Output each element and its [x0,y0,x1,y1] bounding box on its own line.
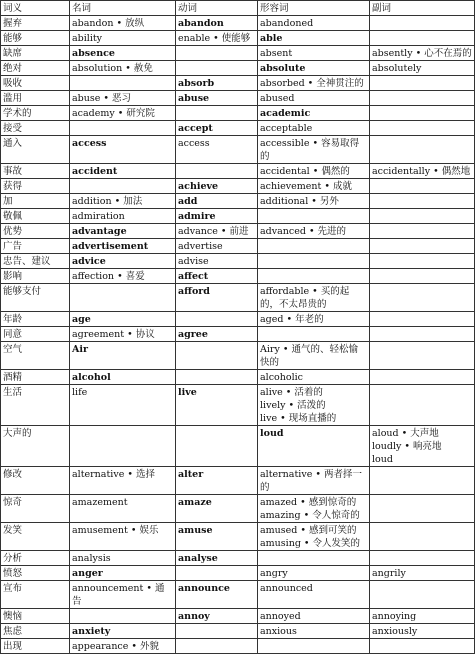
cell-adjective: anxious [258,624,370,639]
table-row [1,31,475,46]
cell-verb: announce [176,581,258,609]
cell-adverb [370,76,475,91]
cell-noun: affection • 喜爱 [70,269,176,284]
cell-adjective: abandoned [258,16,370,31]
cell-noun: admiration [70,209,176,224]
cell-adverb: angrily [370,566,475,581]
cell-meaning: 优势 [1,224,70,239]
cell-noun [70,426,176,467]
cell-noun: alcohol [70,370,176,385]
table-row [1,269,475,284]
cell-adjective: alive • 活着的 lively • 活泼的 live • 现场直播的 [258,385,370,426]
cell-adverb: aloud • 大声地 loudly • 响亮地 loud [370,426,475,467]
cell-verb: amuse [176,523,258,551]
table-row [1,639,475,654]
cell-adjective [258,239,370,254]
cell-adverb [370,209,475,224]
cell-noun: academy • 研究院 [70,106,176,121]
cell-adjective: announced [258,581,370,609]
table-row [1,342,475,370]
cell-meaning: 获得 [1,179,70,194]
cell-adjective [258,639,370,654]
header-row [1,1,475,16]
table-row [1,76,475,91]
cell-adverb [370,179,475,194]
table-row [1,495,475,523]
table-row [1,624,475,639]
cell-verb [176,342,258,370]
cell-noun: advantage [70,224,176,239]
cell-noun: accident [70,164,176,179]
cell-meaning: 绝对 [1,61,70,76]
cell-noun: ability [70,31,176,46]
cell-meaning: 事故 [1,164,70,179]
cell-adverb [370,224,475,239]
cell-meaning: 出现 [1,639,70,654]
cell-meaning: 能够 [1,31,70,46]
cell-adverb [370,342,475,370]
cell-meaning: 能够支付 [1,284,70,312]
cell-meaning: 接受 [1,121,70,136]
cell-verb: live [176,385,258,426]
table-row [1,566,475,581]
table-row [1,609,475,624]
cell-adjective: accessible • 容易取得的 [258,136,370,164]
cell-meaning: 敬佩 [1,209,70,224]
cell-meaning: 缺席 [1,46,70,61]
cell-adverb [370,495,475,523]
cell-noun: Air [70,342,176,370]
cell-verb: alter [176,467,258,495]
cell-meaning: 生活 [1,385,70,426]
cell-meaning: 握弃 [1,16,70,31]
cell-noun: amazement [70,495,176,523]
table-row [1,581,475,609]
cell-meaning: 懊恼 [1,609,70,624]
cell-adjective [258,327,370,342]
cell-verb: advise [176,254,258,269]
cell-meaning: 酒精 [1,370,70,385]
cell-noun: advertisement [70,239,176,254]
cell-adverb [370,581,475,609]
cell-adjective [258,269,370,284]
table-row [1,194,475,209]
cell-adverb [370,239,475,254]
cell-verb: afford [176,284,258,312]
cell-adjective [258,254,370,269]
table-row [1,136,475,164]
table-row [1,254,475,269]
header-noun: 名词 [70,1,176,16]
table-row [1,121,475,136]
cell-adjective: academic [258,106,370,121]
cell-verb: access [176,136,258,164]
table-row [1,385,475,426]
cell-adverb [370,385,475,426]
cell-adjective: additional • 另外 [258,194,370,209]
cell-adverb [370,91,475,106]
table-row [1,209,475,224]
cell-adjective: acceptable [258,121,370,136]
cell-verb [176,370,258,385]
cell-adverb [370,136,475,164]
cell-verb: accept [176,121,258,136]
table-row [1,61,475,76]
cell-verb: annoy [176,609,258,624]
table-row [1,224,475,239]
cell-adjective: annoyed [258,609,370,624]
cell-adverb [370,370,475,385]
cell-noun [70,284,176,312]
cell-verb: agree [176,327,258,342]
cell-verb: admire [176,209,258,224]
cell-noun: abandon • 放纵 [70,16,176,31]
cell-verb: affect [176,269,258,284]
cell-adverb [370,312,475,327]
cell-verb: enable • 使能够 [176,31,258,46]
cell-verb [176,426,258,467]
cell-adjective: loud [258,426,370,467]
cell-verb: advance • 前进 [176,224,258,239]
table-row [1,164,475,179]
cell-adverb [370,269,475,284]
table-row [1,239,475,254]
cell-adverb: accidentally • 偶然地 [370,164,475,179]
cell-noun: absolution • 赦免 [70,61,176,76]
table-row [1,46,475,61]
cell-noun: anger [70,566,176,581]
cell-adjective: Airy • 通气的、轻松愉快的 [258,342,370,370]
cell-noun: absence [70,46,176,61]
cell-adverb [370,254,475,269]
header-meaning: 词义 [1,1,70,16]
cell-meaning: 同意 [1,327,70,342]
cell-meaning: 吸收 [1,76,70,91]
cell-verb [176,639,258,654]
cell-verb [176,566,258,581]
cell-meaning: 学术的 [1,106,70,121]
cell-adjective [258,551,370,566]
cell-noun: abuse • 恶习 [70,91,176,106]
cell-meaning: 焦虑 [1,624,70,639]
cell-noun [70,121,176,136]
cell-meaning: 滥用 [1,91,70,106]
table-row [1,370,475,385]
cell-adverb [370,194,475,209]
cell-noun: agreement • 协议 [70,327,176,342]
cell-noun: appearance • 外貌 [70,639,176,654]
cell-adverb: absently • 心不在焉的 [370,46,475,61]
table-row [1,179,475,194]
cell-meaning: 发笑 [1,523,70,551]
cell-adjective: advanced • 先进的 [258,224,370,239]
cell-noun [70,179,176,194]
cell-noun: advice [70,254,176,269]
cell-verb: absorb [176,76,258,91]
table-row [1,551,475,566]
cell-adjective: aged • 年老的 [258,312,370,327]
cell-meaning: 空气 [1,342,70,370]
cell-adverb [370,551,475,566]
cell-adverb [370,31,475,46]
cell-meaning: 通入 [1,136,70,164]
cell-adverb [370,467,475,495]
cell-meaning: 惊奇 [1,495,70,523]
cell-verb: amaze [176,495,258,523]
cell-adverb [370,639,475,654]
cell-meaning: 忠告、建议 [1,254,70,269]
cell-adverb: absolutely [370,61,475,76]
cell-noun [70,609,176,624]
cell-adjective: angry [258,566,370,581]
header-adverb: 副词 [370,1,475,16]
cell-verb: analyse [176,551,258,566]
table-row [1,523,475,551]
cell-meaning: 加 [1,194,70,209]
cell-meaning: 宣布 [1,581,70,609]
cell-noun: access [70,136,176,164]
cell-adverb [370,327,475,342]
cell-noun [70,76,176,91]
cell-adjective: absorbed • 全神贯注的 [258,76,370,91]
cell-meaning: 大声的 [1,426,70,467]
cell-adjective: amused • 感到可笑的 amusing • 令人发笑的 [258,523,370,551]
cell-noun: analysis [70,551,176,566]
cell-adverb: anxiously [370,624,475,639]
cell-meaning: 影响 [1,269,70,284]
cell-adjective: alternative • 两者择一的 [258,467,370,495]
cell-verb: add [176,194,258,209]
cell-meaning: 分析 [1,551,70,566]
cell-adjective: absent [258,46,370,61]
table-row [1,16,475,31]
cell-noun: age [70,312,176,327]
table-row [1,312,475,327]
cell-verb [176,312,258,327]
table-row [1,106,475,121]
cell-noun: alternative • 选择 [70,467,176,495]
cell-adjective: achievement • 成就 [258,179,370,194]
cell-verb [176,46,258,61]
cell-adverb [370,106,475,121]
cell-meaning: 广告 [1,239,70,254]
cell-noun: anxiety [70,624,176,639]
cell-verb: achieve [176,179,258,194]
cell-meaning: 愤怒 [1,566,70,581]
cell-adjective: absolute [258,61,370,76]
cell-adverb [370,284,475,312]
cell-meaning: 年龄 [1,312,70,327]
header-adjective: 形容词 [258,1,370,16]
cell-adverb [370,16,475,31]
header-verb: 动词 [176,1,258,16]
cell-verb: advertise [176,239,258,254]
table-row [1,284,475,312]
cell-adverb [370,121,475,136]
cell-adjective: affordable • 买的起的，不太昂贵的 [258,284,370,312]
cell-verb [176,624,258,639]
cell-verb: abandon [176,16,258,31]
cell-adjective: accidental • 偶然的 [258,164,370,179]
cell-noun: life [70,385,176,426]
table-row [1,91,475,106]
cell-adjective: alcoholic [258,370,370,385]
cell-adverb [370,523,475,551]
cell-adjective: amazed • 感到惊奇的 amazing • 令人惊奇的 [258,495,370,523]
table-row [1,426,475,467]
table-row [1,467,475,495]
cell-adjective: abused [258,91,370,106]
cell-verb [176,106,258,121]
cell-noun: amusement • 娱乐 [70,523,176,551]
table-row [1,327,475,342]
cell-adjective [258,209,370,224]
cell-verb [176,61,258,76]
cell-verb: abuse [176,91,258,106]
table-body [1,16,475,654]
cell-adverb: annoying [370,609,475,624]
cell-meaning: 修改 [1,467,70,495]
cell-adjective: able [258,31,370,46]
cell-verb [176,164,258,179]
cell-noun: addition • 加法 [70,194,176,209]
cell-noun: announcement • 通告 [70,581,176,609]
